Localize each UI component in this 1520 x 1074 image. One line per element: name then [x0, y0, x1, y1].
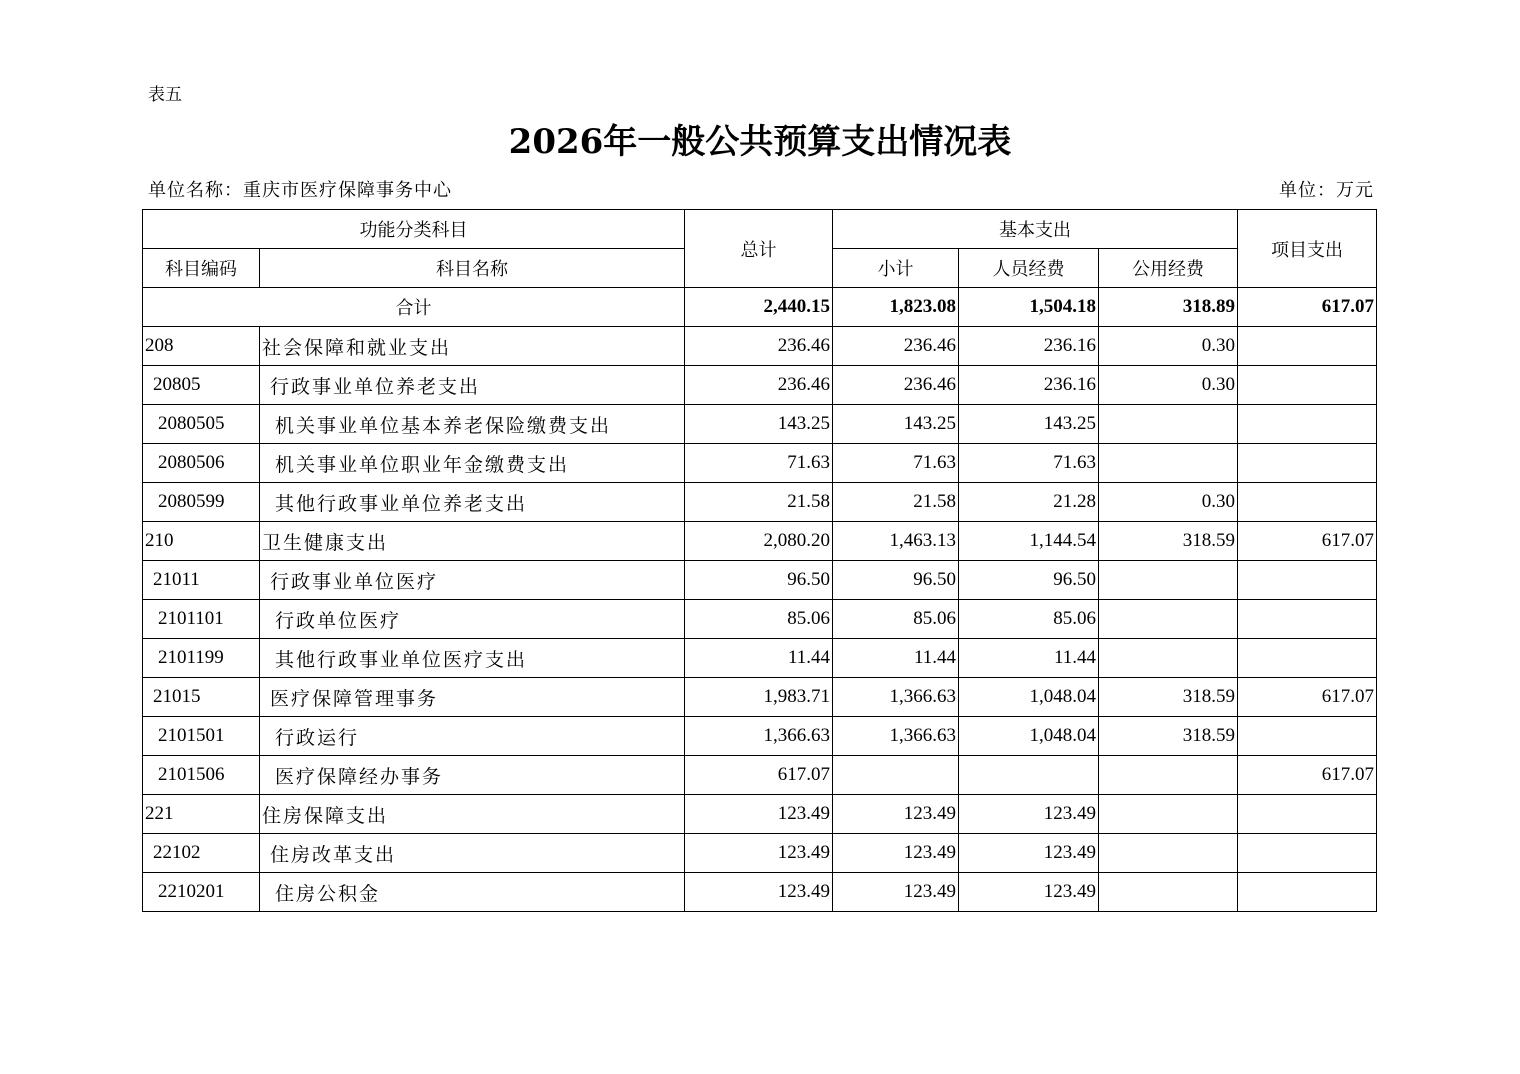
- cell-project: [1238, 405, 1377, 444]
- cell-personnel: 123.49: [959, 795, 1099, 834]
- table-row: [143, 522, 1377, 561]
- cell-project: [1238, 561, 1377, 600]
- cell-project: [1238, 327, 1377, 366]
- cell-subtotal: 1,463.13: [833, 522, 959, 561]
- cell-public: 0.30: [1099, 366, 1238, 405]
- cell-subtotal: 236.46: [833, 366, 959, 405]
- cell-subtotal: 96.50: [833, 561, 959, 600]
- cell-public: 0.30: [1099, 483, 1238, 522]
- cell-public: 318.59: [1099, 678, 1238, 717]
- cell-subtotal: 123.49: [833, 873, 959, 912]
- cell-name: 其他行政事业单位养老支出: [260, 483, 685, 522]
- cell-subtotal: 21.58: [833, 483, 959, 522]
- cell-project: [1238, 600, 1377, 639]
- table-row: [143, 717, 1377, 756]
- budget-table: [142, 209, 1377, 912]
- cell-public: [1099, 405, 1238, 444]
- cell-total: 123.49: [685, 795, 833, 834]
- cell-total: 96.50: [685, 561, 833, 600]
- cell-name: 机关事业单位职业年金缴费支出: [260, 444, 685, 483]
- cell-personnel: [959, 756, 1099, 795]
- table-row: [143, 834, 1377, 873]
- table-row: [143, 366, 1377, 405]
- header-name: 科目名称: [260, 249, 685, 288]
- cell-project: [1238, 444, 1377, 483]
- cell-personnel: 236.16: [959, 366, 1099, 405]
- total-cell-project: 617.07: [1238, 288, 1377, 327]
- cell-personnel: 85.06: [959, 600, 1099, 639]
- cell-total: 236.46: [685, 366, 833, 405]
- cell-personnel: 1,048.04: [959, 678, 1099, 717]
- table-row: [143, 405, 1377, 444]
- cell-code: 2101101: [143, 600, 260, 639]
- cell-project: [1238, 717, 1377, 756]
- cell-total: 236.46: [685, 327, 833, 366]
- cell-name: 医疗保障经办事务: [260, 756, 685, 795]
- cell-name: 行政事业单位医疗: [260, 561, 685, 600]
- table-row: [143, 639, 1377, 678]
- table-label: 表五: [148, 85, 182, 105]
- cell-code: 2101199: [143, 639, 260, 678]
- total-cell-personnel: 1,504.18: [959, 288, 1099, 327]
- cell-name: 住房改革支出: [260, 834, 685, 873]
- cell-public: [1099, 795, 1238, 834]
- cell-project: [1238, 639, 1377, 678]
- cell-total: 617.07: [685, 756, 833, 795]
- cell-code: 22102: [143, 834, 260, 873]
- cell-project: 617.07: [1238, 756, 1377, 795]
- cell-public: [1099, 600, 1238, 639]
- cell-public: [1099, 756, 1238, 795]
- cell-personnel: 123.49: [959, 873, 1099, 912]
- cell-code: 2101506: [143, 756, 260, 795]
- cell-project: [1238, 795, 1377, 834]
- header-subtotal: 小计: [833, 249, 959, 288]
- table-row: [143, 678, 1377, 717]
- cell-subtotal: 1,366.63: [833, 717, 959, 756]
- cell-total: 11.44: [685, 639, 833, 678]
- cell-code: 2080505: [143, 405, 260, 444]
- currency-unit: 单位：万元: [1279, 180, 1374, 201]
- cell-total: 85.06: [685, 600, 833, 639]
- cell-project: 617.07: [1238, 522, 1377, 561]
- total-cell-public: 318.89: [1099, 288, 1238, 327]
- header-code: 科目编码: [143, 249, 260, 288]
- cell-subtotal: [833, 756, 959, 795]
- cell-project: [1238, 873, 1377, 912]
- cell-subtotal: 236.46: [833, 327, 959, 366]
- cell-project: [1238, 366, 1377, 405]
- cell-name: 行政运行: [260, 717, 685, 756]
- header-functional-category: 功能分类科目: [143, 210, 685, 249]
- total-row: [143, 288, 1377, 327]
- cell-total: 123.49: [685, 873, 833, 912]
- cell-subtotal: 85.06: [833, 600, 959, 639]
- cell-code: 21011: [143, 561, 260, 600]
- cell-total: 143.25: [685, 405, 833, 444]
- cell-subtotal: 123.49: [833, 795, 959, 834]
- cell-public: [1099, 639, 1238, 678]
- cell-total: 1,366.63: [685, 717, 833, 756]
- header-public: 公用经费: [1099, 249, 1238, 288]
- cell-total: 123.49: [685, 834, 833, 873]
- cell-name: 住房公积金: [260, 873, 685, 912]
- cell-total: 21.58: [685, 483, 833, 522]
- table-row: [143, 756, 1377, 795]
- cell-code: 2210201: [143, 873, 260, 912]
- cell-personnel: 96.50: [959, 561, 1099, 600]
- cell-code: 20805: [143, 366, 260, 405]
- cell-personnel: 11.44: [959, 639, 1099, 678]
- cell-code: 208: [143, 327, 260, 366]
- cell-name: 住房保障支出: [260, 795, 685, 834]
- cell-code: 2101501: [143, 717, 260, 756]
- cell-public: [1099, 834, 1238, 873]
- cell-total: 71.63: [685, 444, 833, 483]
- header-total: 总计: [685, 210, 833, 288]
- cell-project: 617.07: [1238, 678, 1377, 717]
- cell-code: 221: [143, 795, 260, 834]
- cell-personnel: 1,144.54: [959, 522, 1099, 561]
- table-row: [143, 873, 1377, 912]
- cell-subtotal: 11.44: [833, 639, 959, 678]
- table-row: [143, 561, 1377, 600]
- cell-public: 0.30: [1099, 327, 1238, 366]
- cell-subtotal: 71.63: [833, 444, 959, 483]
- cell-personnel: 71.63: [959, 444, 1099, 483]
- cell-code: 2080599: [143, 483, 260, 522]
- cell-name: 行政单位医疗: [260, 600, 685, 639]
- cell-name: 社会保障和就业支出: [260, 327, 685, 366]
- cell-subtotal: 123.49: [833, 834, 959, 873]
- page-title: 2026年一般公共预算支出情况表: [508, 122, 1012, 162]
- cell-personnel: 143.25: [959, 405, 1099, 444]
- organization-name: 单位名称：重庆市医疗保障事务中心: [148, 180, 452, 201]
- cell-code: 210: [143, 522, 260, 561]
- cell-public: 318.59: [1099, 522, 1238, 561]
- table-row: [143, 795, 1377, 834]
- cell-project: [1238, 483, 1377, 522]
- cell-name: 其他行政事业单位医疗支出: [260, 639, 685, 678]
- cell-public: [1099, 873, 1238, 912]
- header-basic-expenditure: 基本支出: [833, 210, 1238, 249]
- cell-total: 2,080.20: [685, 522, 833, 561]
- cell-name: 医疗保障管理事务: [260, 678, 685, 717]
- header-project-expenditure: 项目支出: [1238, 210, 1377, 288]
- cell-personnel: 21.28: [959, 483, 1099, 522]
- total-cell-total: 2,440.15: [685, 288, 833, 327]
- cell-name: 行政事业单位养老支出: [260, 366, 685, 405]
- table-row: [143, 483, 1377, 522]
- header-personnel: 人员经费: [959, 249, 1099, 288]
- cell-code: 21015: [143, 678, 260, 717]
- total-label: 合计: [143, 288, 685, 327]
- cell-subtotal: 143.25: [833, 405, 959, 444]
- cell-personnel: 123.49: [959, 834, 1099, 873]
- cell-public: 318.59: [1099, 717, 1238, 756]
- cell-public: [1099, 444, 1238, 483]
- cell-personnel: 1,048.04: [959, 717, 1099, 756]
- table-row: [143, 327, 1377, 366]
- table-row: [143, 600, 1377, 639]
- cell-name: 卫生健康支出: [260, 522, 685, 561]
- cell-subtotal: 1,366.63: [833, 678, 959, 717]
- cell-code: 2080506: [143, 444, 260, 483]
- cell-public: [1099, 561, 1238, 600]
- cell-project: [1238, 834, 1377, 873]
- table-row: [143, 444, 1377, 483]
- cell-total: 1,983.71: [685, 678, 833, 717]
- cell-personnel: 236.16: [959, 327, 1099, 366]
- cell-name: 机关事业单位基本养老保险缴费支出: [260, 405, 685, 444]
- total-cell-subtotal: 1,823.08: [833, 288, 959, 327]
